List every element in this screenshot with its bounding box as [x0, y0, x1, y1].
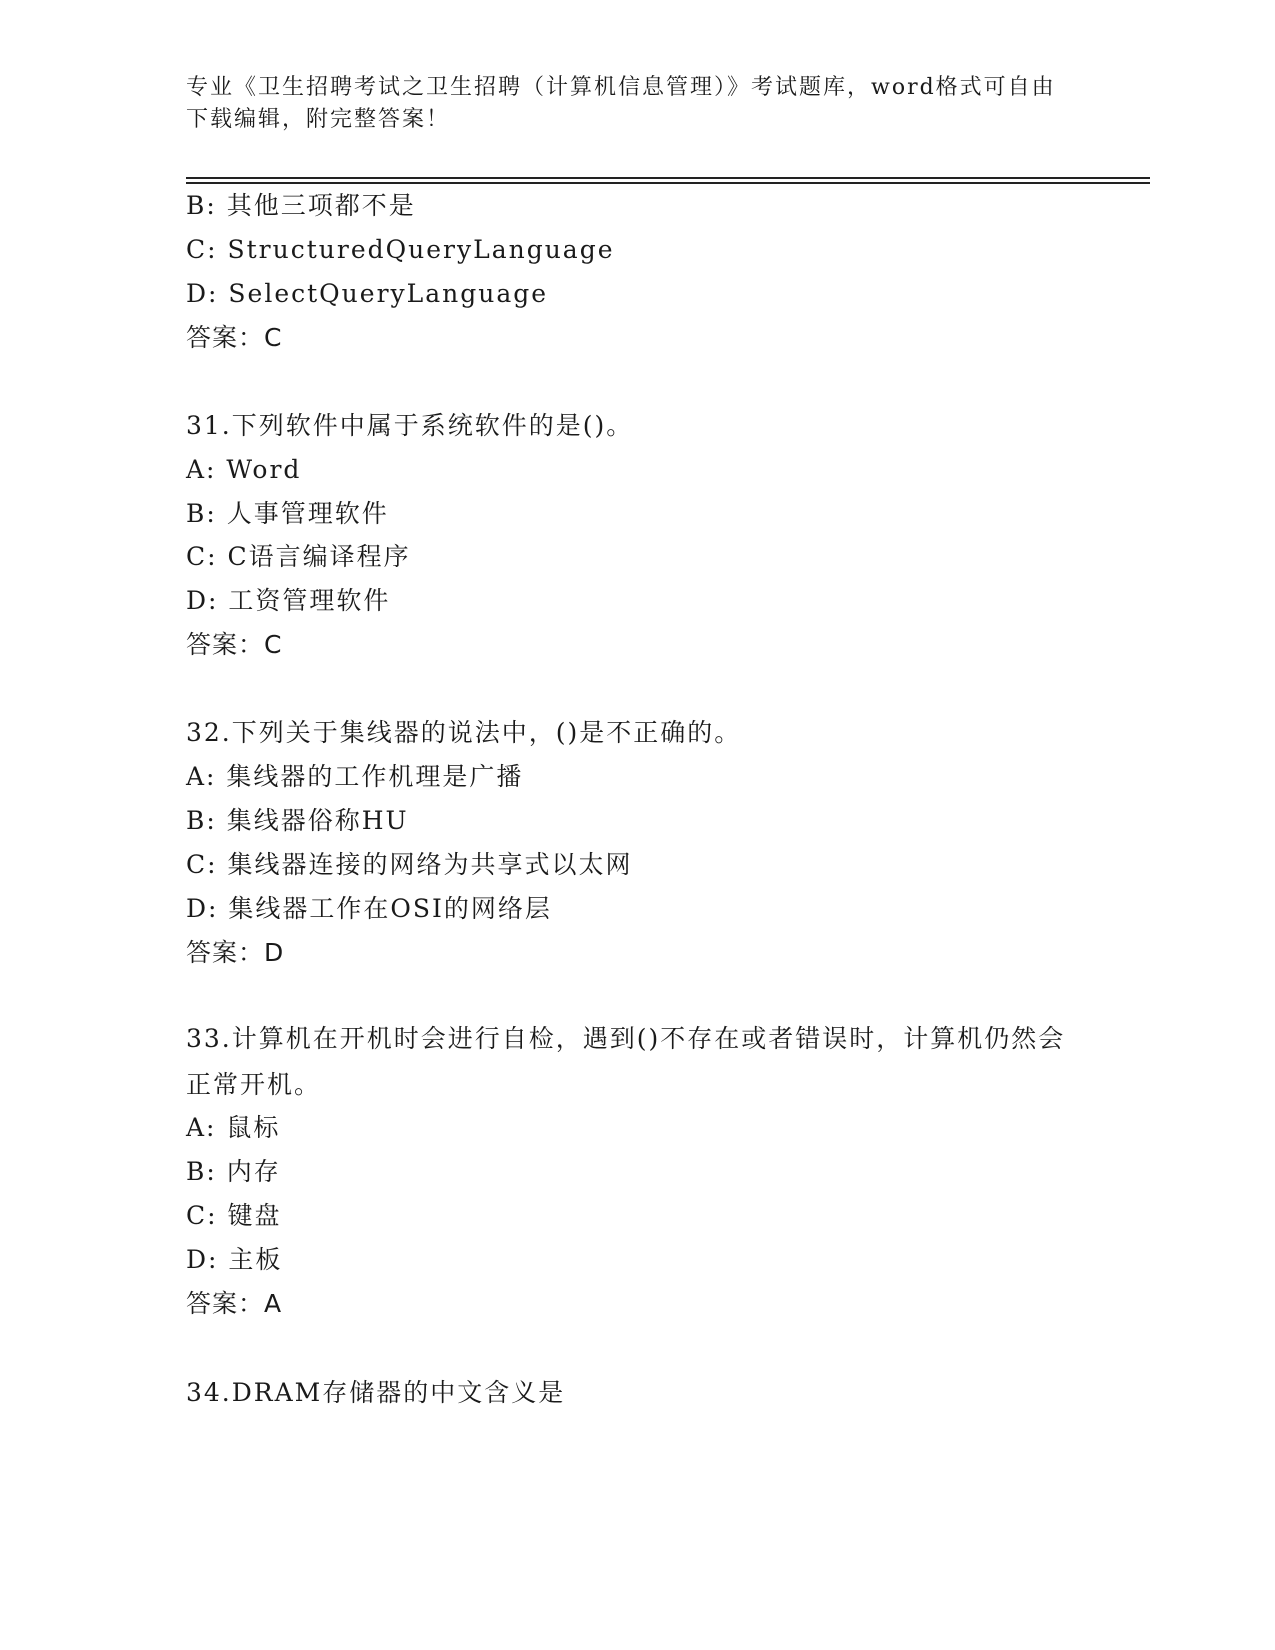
- q32-option-b: B: 集线器俗称HU: [186, 806, 409, 835]
- q33-option-b: B: 内存: [186, 1157, 281, 1186]
- prev-option-d: D: SelectQueryLanguage: [186, 279, 549, 308]
- q31-option-b: B: 人事管理软件: [186, 499, 389, 528]
- prev-option-c: C: StructuredQueryLanguage: [186, 235, 615, 264]
- q33-text: 33.计算机在开机时会进行自检，遇到()不存在或者错误时，计算机仍然会正常开机。: [186, 1024, 1066, 1099]
- q33-answer: 答案：A: [186, 1289, 283, 1318]
- q32-option-d: D: 集线器工作在OSI的网络层: [186, 894, 552, 923]
- header-divider-top: [186, 177, 1150, 179]
- q31-answer: 答案：C: [186, 630, 283, 659]
- q33-option-d: D: 主板: [186, 1245, 283, 1274]
- q31-option-a: A: Word: [186, 455, 302, 484]
- q31-option-d: D: 工资管理软件: [186, 586, 391, 615]
- q32-text: 32.下列关于集线器的说法中，()是不正确的。: [186, 718, 742, 747]
- q34-text: 34.DRAM存储器的中文含义是: [186, 1378, 566, 1407]
- q32-answer: 答案：D: [186, 938, 285, 967]
- header-divider-bottom: [186, 182, 1150, 184]
- q31-option-c: C: C语言编译程序: [186, 542, 411, 571]
- q33-option-a: A: 鼠标: [186, 1113, 281, 1142]
- prev-answer: 答案：C: [186, 323, 283, 352]
- prev-option-b: B: 其他三项都不是: [186, 191, 416, 220]
- q33-option-c: C: 键盘: [186, 1201, 282, 1230]
- q31-text: 31.下列软件中属于系统软件的是()。: [186, 411, 634, 440]
- q32-option-c: C: 集线器连接的网络为共享式以太网: [186, 850, 633, 879]
- q32-option-a: A: 集线器的工作机理是广播: [186, 762, 524, 791]
- document-header: 专业《卫生招聘考试之卫生招聘（计算机信息管理）》考试题库，word格式可自由下载编辑，附完整答案！: [186, 75, 1056, 132]
